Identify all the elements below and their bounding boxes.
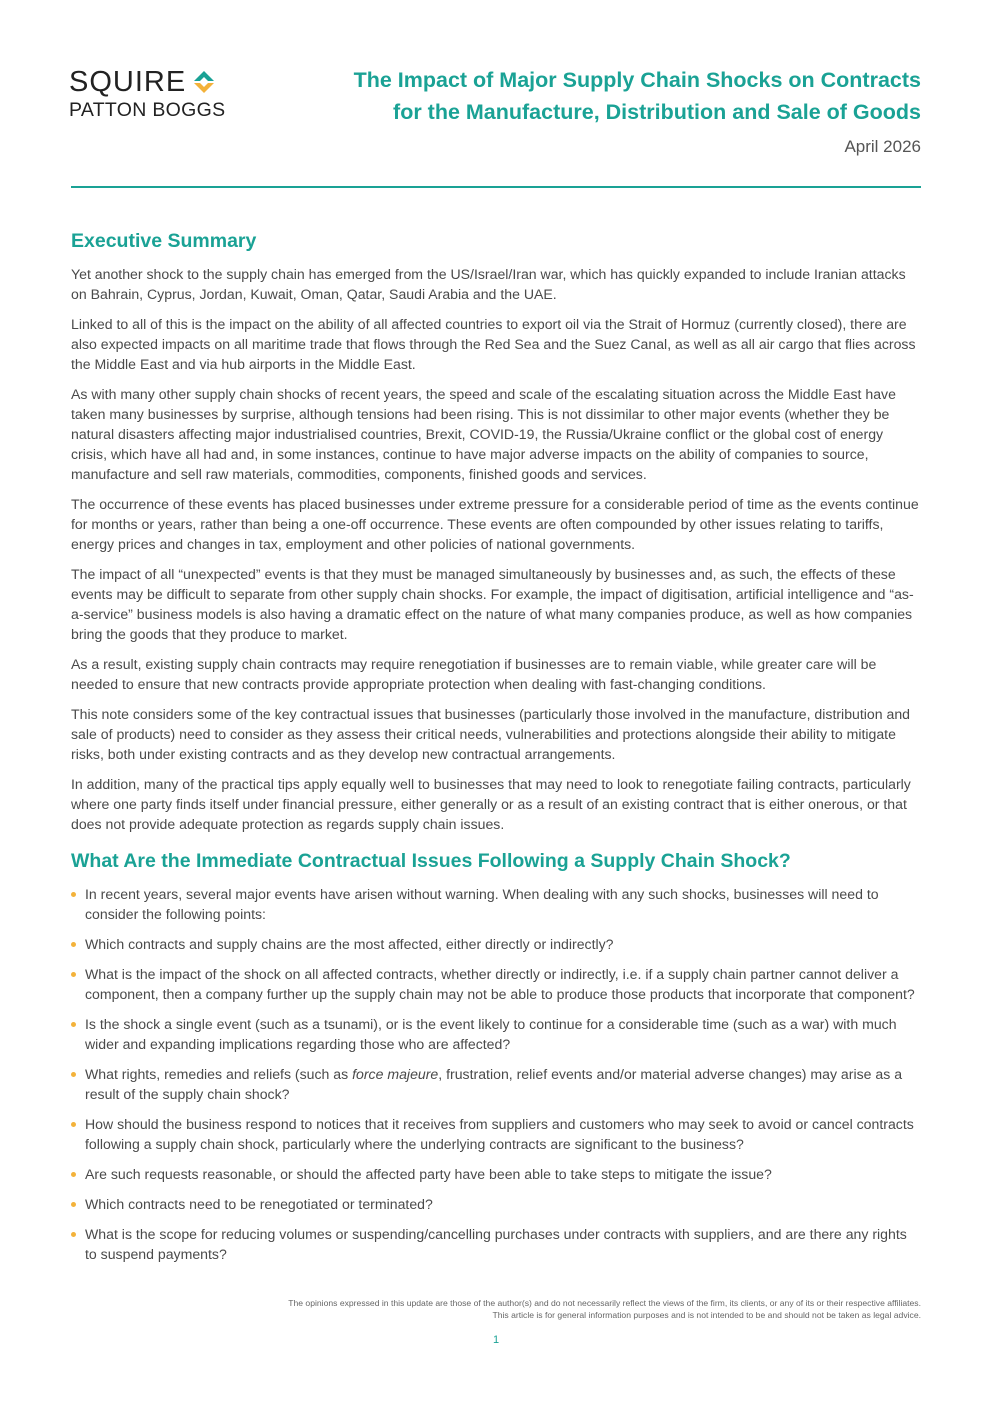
bullet-dot-icon — [71, 1232, 76, 1237]
bullet-dot-icon — [71, 1022, 76, 1027]
title-line-1: The Impact of Major Supply Chain Shocks on Contracts — [353, 68, 921, 92]
summary-paragraph: In addition, many of the practical tips apply equally well to businesses that may need to look to renegotiate failing contracts, particularly where one party finds itself under financial pressure, either generally or as a result of an existing contract that is either onerous, or that does not provide adequate protection as regards supply chain issues. — [71, 776, 911, 832]
list-item: Is the shock a single event (such as a tsunami), or is the event likely to continue for a considerable time (such as a war) with much wider and expanding implications regarding those who are affected? — [71, 1014, 922, 1054]
summary-paragraph: Linked to all of this is the impact on the ability of all affected countries to export oil via the Strait of Hormuz (currently closed), there are also expected impacts on all maritime trade that flows through the Red Sea and the Suez Canal, as well as all air cargo that flies across the Middle East and via hub airports in the Middle East. — [71, 316, 916, 372]
list-item: Are such requests reasonable, or should the affected party have been able to take steps to mitigate the issue? — [71, 1164, 922, 1184]
bullet-dot-icon — [71, 972, 76, 977]
list-item: What rights, remedies and reliefs (such as force majeure, frustration, relief events and/or material adverse changes) may arise as a result of the supply chain shock? — [71, 1064, 922, 1104]
summary-paragraph: Yet another shock to the supply chain has emerged from the US/Israel/Iran war, which has quickly expanded to include Iranian attacks on Bahrain, Cyprus, Jordan, Kuwait, Oman, Qatar, Saudi Arabia and the UAE. — [71, 266, 906, 302]
footer-disclaimer: The opinions expressed in this update are those of the author(s) and do not necessarily reflect the views of the firm, its clients, or any of its or their respective affiliates. This article is for general information purposes and is not intended to be and should not be taken as legal advice. — [288, 1298, 921, 1320]
section-heading-contractual-issues: What Are the Immediate Contractual Issues Following a Supply Chain Shock? — [71, 850, 791, 872]
bullet-dot-icon — [71, 1202, 76, 1207]
bullet-dot-icon — [71, 1172, 76, 1177]
italic-term: force majeure — [352, 1066, 439, 1082]
issues-bullet-list — [71, 884, 922, 1264]
firm-logo — [69, 67, 244, 121]
main-content — [71, 228, 922, 1274]
summary-paragraph: This note considers some of the key contractual issues that businesses (particularly those involved in the manufacture, distribution and sale of products) need to consider as they assess their critical needs, vulnerabilities and protections alongside their ability to mitigate risks, both under existing contracts and as they develop new contractual arrangements. — [71, 706, 911, 762]
list-item: Which contracts need to be renegotiated or terminated? — [71, 1194, 922, 1214]
title-line-2: for the Manufacture, Distribution and Sale of Goods — [393, 100, 921, 124]
bullet-dot-icon — [71, 942, 76, 947]
list-item: What is the scope for reducing volumes or suspending/cancelling purchases under contracts with suppliers, and are there any rights to suspend payments? — [71, 1224, 922, 1264]
bullet-dot-icon — [71, 892, 76, 897]
list-item: Which contracts and supply chains are the most affected, either directly or indirectly? — [71, 934, 922, 954]
list-item: How should the business respond to notices that it receives from suppliers and customers who may seek to avoid or cancel contracts following a supply chain shock, particularly where the underlying contracts are significant to the business? — [71, 1114, 922, 1154]
logo-text-patton-boggs: PATTON BOGGS — [69, 99, 226, 121]
section-heading-executive-summary: Executive Summary — [71, 230, 257, 252]
document-title — [281, 64, 921, 128]
bullet-dot-icon — [71, 1122, 76, 1127]
summary-paragraph: The occurrence of these events has placed businesses under extreme pressure for a considerable period of time as the events continue for months or years, rather than being a one-off occurrence. These events are often compounded by other issues relating to tariffs, energy prices and changes in tax, employment and other policies of national governments. — [71, 496, 919, 552]
logo-mark-icon — [190, 68, 218, 96]
logo-text-squire: SQUIRE — [69, 66, 187, 98]
summary-paragraph: As a result, existing supply chain contracts may require renegotiation if businesses are to remain viable, while greater care will be needed to ensure that new contracts provide appropriate protection when dealing with fast-changing conditions. — [71, 656, 877, 692]
list-item: What is the impact of the shock on all affected contracts, whether directly or indirectly, i.e. if a supply chain partner cannot deliver a component, then a company further up the supply chain may not be able to produce those products that incorporate that component? — [71, 964, 922, 1004]
list-item: In recent years, several major events have arisen without warning. When dealing with any such shocks, businesses will need to consider the following points: — [71, 884, 922, 924]
bullet-dot-icon — [71, 1072, 76, 1077]
summary-paragraph: The impact of all “unexpected” events is that they must be managed simultaneously by businesses and, as such, the effects of these events may be difficult to separate from other supply chain shocks. For example, the impact of digitisation, artificial intelligence and “as-a-service” business models is also having a dramatic effect on the nature of what many companies produce, as well as how companies bring the goods that they produce to market. — [71, 566, 914, 642]
page-number: 1 — [492, 1334, 500, 1346]
header-divider — [71, 186, 921, 188]
summary-paragraph: As with many other supply chain shocks of recent years, the speed and scale of the escalating situation across the Middle East have taken many businesses by surprise, although tensions had been rising. This is not dissimilar to other major events (whether they be natural disasters affecting major industrialised countries, Brexit, COVID-19, the Russia/Ukraine conflict or the global cost of energy crisis, which have all had and, in some instances, continue to have major adverse impacts on the ability of companies to source, manufacture and sell raw materials, commodities, components, finished goods and services. — [71, 386, 896, 482]
document-date: April 2026 — [844, 137, 921, 156]
